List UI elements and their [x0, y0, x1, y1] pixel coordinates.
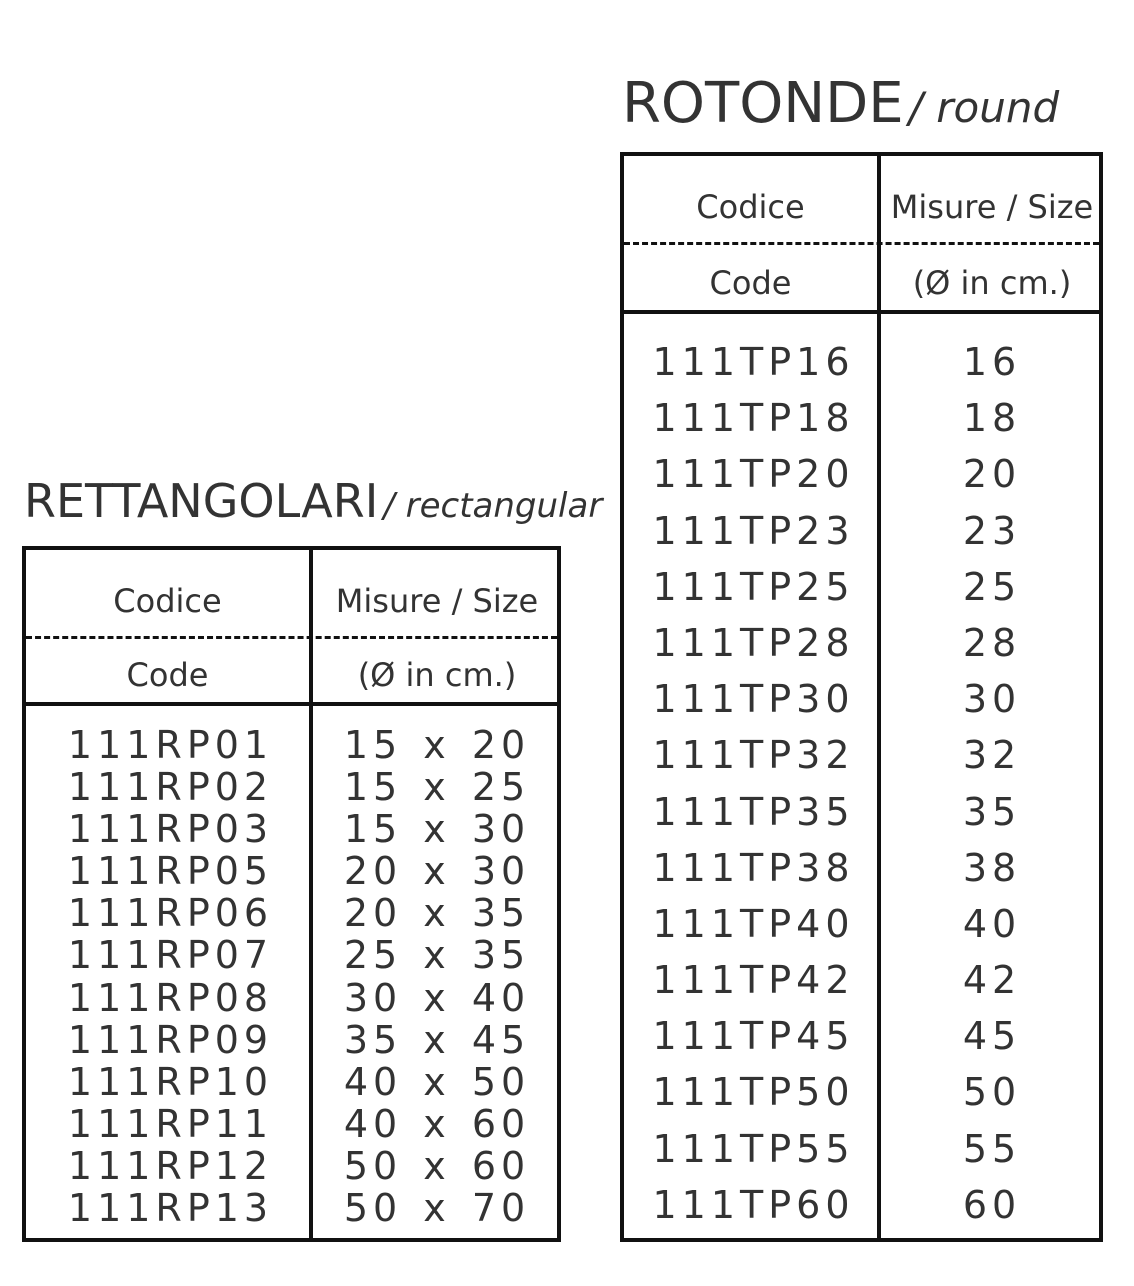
code-cell: 111TP18 [652, 396, 855, 441]
table-row [624, 503, 1099, 559]
table-row [624, 1064, 1099, 1120]
code-cell: 111RP08 [67, 975, 274, 1020]
size-cell: 50 x 60 [343, 1143, 531, 1188]
size-cell: 30 x 40 [343, 975, 531, 1020]
header-code-en: Code [126, 656, 209, 694]
size-cell: 16 [962, 340, 1022, 384]
table-row [624, 840, 1099, 896]
code-cell: 111TP28 [652, 620, 855, 665]
table-row [624, 896, 1099, 952]
size-cell: 20 x 30 [343, 849, 531, 894]
header-size: Misure / Size [335, 582, 539, 620]
header-code-en: Code [709, 264, 792, 302]
code-cell: 111TP60 [652, 1182, 855, 1227]
size-cell: 20 x 35 [343, 891, 531, 936]
size-cell: 25 x 35 [343, 933, 531, 978]
table-row [26, 1187, 557, 1229]
size-cell: 60 [962, 1182, 1022, 1227]
table-row [26, 1019, 557, 1061]
header-size-unit: (Ø in cm.) [912, 264, 1072, 302]
table-row [26, 1103, 557, 1145]
code-cell: 111RP07 [67, 933, 274, 978]
size-cell: 28 [962, 620, 1022, 665]
code-cell: 111RP06 [67, 891, 274, 936]
size-cell: 23 [962, 508, 1022, 553]
rectangular-title-main: RETTANGOLARI [24, 474, 379, 528]
header-dashed-divider [624, 242, 1099, 245]
size-cell: 45 [962, 1014, 1022, 1059]
table-row [26, 977, 557, 1019]
round-title-sub: / round [908, 83, 1060, 132]
code-cell: 111RP10 [67, 1059, 274, 1104]
table-row [26, 1061, 557, 1103]
size-cell: 55 [962, 1126, 1022, 1171]
code-cell: 111TP23 [652, 508, 855, 553]
header-code-it: Codice [696, 188, 805, 226]
table-row [624, 334, 1099, 390]
code-cell: 111RP02 [67, 765, 274, 810]
rectangular-section-title [24, 474, 603, 528]
size-cell: 15 x 25 [343, 765, 531, 810]
code-cell: 111TP40 [652, 901, 855, 946]
size-cell: 20 [962, 452, 1022, 497]
table-row [26, 724, 557, 766]
code-cell: 111TP35 [652, 789, 855, 834]
round-section-title [622, 71, 1060, 136]
size-cell: 38 [962, 845, 1022, 890]
rectangular-title-sub: / rectangular [383, 486, 603, 526]
round-title-main: ROTONDE [622, 71, 904, 136]
code-cell: 111TP38 [652, 845, 855, 890]
table-row [624, 390, 1099, 446]
size-cell: 50 x 70 [343, 1186, 531, 1231]
size-cell: 15 x 30 [343, 807, 531, 852]
table-row [624, 615, 1099, 671]
table-row [26, 1145, 557, 1187]
code-cell: 111TP16 [652, 340, 855, 384]
header-size-unit: (Ø in cm.) [357, 656, 517, 694]
size-cell: 40 x 50 [343, 1059, 531, 1104]
round-rows [624, 334, 1099, 1233]
rectangular-table [22, 546, 561, 1242]
table-row [26, 766, 557, 808]
code-cell: 111TP50 [652, 1070, 855, 1115]
size-cell: 15 x 20 [343, 723, 531, 767]
table-row [26, 892, 557, 934]
table-row [26, 808, 557, 850]
table-row [624, 1008, 1099, 1064]
size-cell: 40 [962, 901, 1022, 946]
code-cell: 111TP30 [652, 677, 855, 722]
table-row [624, 1121, 1099, 1177]
code-cell: 111TP55 [652, 1126, 855, 1171]
code-cell: 111TP32 [652, 733, 855, 778]
code-cell: 111RP12 [67, 1143, 274, 1188]
code-cell: 111RP05 [67, 849, 274, 894]
size-cell: 35 [962, 789, 1022, 834]
size-cell: 18 [962, 396, 1022, 441]
size-cell: 40 x 60 [343, 1101, 531, 1146]
table-row [624, 727, 1099, 783]
header-code-it: Codice [113, 582, 222, 620]
header-divider [26, 702, 557, 706]
rectangular-rows [26, 724, 557, 1229]
header-size: Misure / Size [890, 188, 1094, 226]
code-cell: 111RP11 [67, 1101, 274, 1146]
size-cell: 50 [962, 1070, 1022, 1115]
table-row [624, 952, 1099, 1008]
code-cell: 111RP13 [67, 1186, 274, 1231]
table-row [624, 559, 1099, 615]
code-cell: 111TP42 [652, 958, 855, 1003]
code-cell: 111TP45 [652, 1014, 855, 1059]
header-divider [624, 310, 1099, 314]
size-cell: 42 [962, 958, 1022, 1003]
size-cell: 25 [962, 564, 1022, 609]
code-cell: 111TP20 [652, 452, 855, 497]
code-cell: 111RP01 [67, 723, 274, 767]
code-cell: 111TP25 [652, 564, 855, 609]
size-cell: 32 [962, 733, 1022, 778]
table-row [624, 446, 1099, 502]
code-cell: 111RP09 [67, 1017, 274, 1062]
table-row [26, 934, 557, 976]
code-cell: 111RP03 [67, 807, 274, 852]
table-row [624, 671, 1099, 727]
table-row [624, 1177, 1099, 1233]
size-cell: 30 [962, 677, 1022, 722]
size-cell: 35 x 45 [343, 1017, 531, 1062]
table-row [26, 850, 557, 892]
round-table [620, 152, 1103, 1242]
table-row [624, 784, 1099, 840]
header-dashed-divider [26, 636, 557, 639]
